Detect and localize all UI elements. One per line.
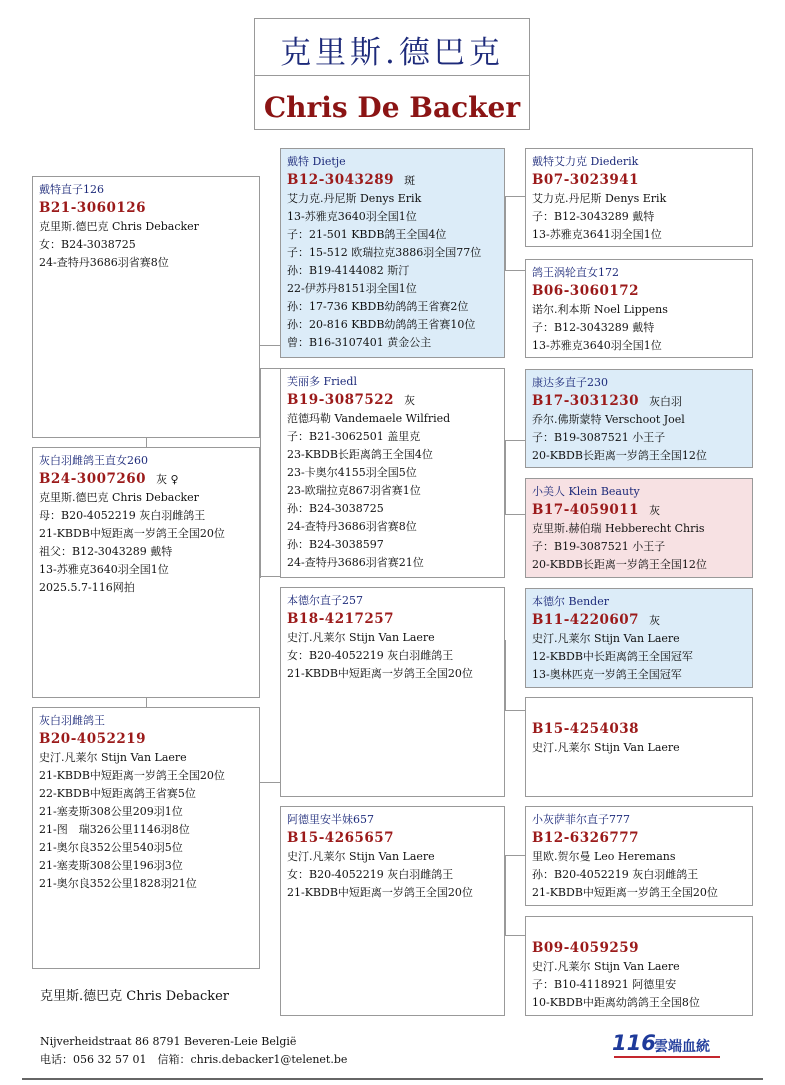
pedigree-line: 22-伊苏丹8151羽全国1位 [287, 282, 417, 295]
pedigree-line: 诺尔.利本斯 Noel Lippens [532, 303, 668, 316]
pigeon-name: 灰白羽雌鸽王直女260 [39, 454, 148, 467]
pedigree-line: 克里斯.赫伯瑞 Hebberecht Chris [532, 522, 705, 535]
connector-line [260, 345, 280, 346]
pedigree-line: 克里斯.德巴克 Chris Debacker [39, 491, 199, 504]
pigeon-name: 戴特艾力克 Diederik [532, 155, 639, 168]
pigeon-name: 戴特 Dietje [287, 155, 346, 168]
pedigree-line: 21-图 瑞326公里1146羽8位 [39, 823, 190, 836]
pedigree-line: 史汀.凡莱尔 Stijn Van Laere [39, 751, 187, 764]
pigeon-name: 鸽王涡轮直女172 [532, 266, 619, 279]
pedigree-line: 23-欧瑞拉克867羽省赛1位 [287, 484, 421, 497]
pedigree-line: 史汀.凡莱尔 Stijn Van Laere [532, 632, 680, 645]
pedigree-line: 21-奥尔良352公里540羽5位 [39, 841, 183, 854]
pedigree-line: 子：B19-3087521 小王子 [532, 431, 666, 444]
connector-line [260, 782, 280, 783]
connector-line [146, 698, 147, 707]
pedigree-line: 女：B20-4052219 灰白羽雌鸽王 [287, 868, 454, 881]
pedigree-line: 孙：B24-3038597 [287, 538, 384, 551]
connector-line [260, 368, 261, 578]
pedigree-line: 曾：B16-3107401 黄金公主 [287, 336, 432, 349]
pedigree-line: 21-KBDB中短距离一岁鸽王全国20位 [532, 886, 718, 899]
pigeon-card-dam [32, 707, 260, 969]
footer-owner-name: 克里斯.德巴克 Chris Debacker [40, 989, 230, 1004]
pedigree-line: 23-卡奥尔4155羽全国5位 [287, 466, 417, 479]
pedigree-line: 13-苏雅克3641羽全国1位 [532, 228, 662, 241]
pedigree-line: 12-KBDB中长距离鸽王全国冠军 [532, 650, 693, 663]
pedigree-line: 13-苏雅克3640羽全国1位 [287, 210, 417, 223]
ring-number: B09-4059259 [532, 940, 640, 956]
pigeon-color: 灰 [649, 614, 661, 627]
pedigree-line: 21-KBDB中短距离一岁鸽王全国20位 [287, 886, 473, 899]
pedigree-line: 21-KBDB中短距离一岁鸽王全国20位 [39, 769, 225, 782]
ring-number: B12-3043289 斑 [287, 172, 416, 188]
pigeon-name: 小灰萨菲尔直子777 [532, 813, 630, 826]
ring-number: B15-4254038 [532, 721, 640, 737]
pedigree-line: 里欧.贺尔曼 Leo Heremans [532, 850, 676, 863]
pedigree-line: 20-KBDB长距离一岁鸽王全国12位 [532, 558, 707, 571]
pedigree-line: 艾力克.丹尼斯 Denys Erik [532, 192, 667, 205]
pedigree-line: 13-苏雅克3640羽全国1位 [39, 563, 169, 576]
header-title-box [254, 18, 530, 130]
brand-logo [612, 1031, 722, 1059]
connector-line [146, 438, 147, 447]
pedigree-line: 祖父：B12-3043289 戴特 [39, 545, 173, 558]
pigeon-card-grandsire-2 [280, 587, 505, 797]
pedigree-line: 史汀.凡莱尔 Stijn Van Laere [287, 850, 435, 863]
footer-address: Nijverheidstraat 86 8791 Beveren-Leie België [40, 1035, 297, 1048]
pigeon-color: 斑 [404, 174, 416, 187]
pigeon-name: 小美人 Klein Beauty [532, 485, 640, 498]
pedigree-line: 子：B19-3087521 小王子 [532, 540, 666, 553]
pigeon-card-ggparent-4 [525, 478, 753, 578]
pedigree-line: 子：B21-3062501 盖里克 [287, 430, 421, 443]
pigeon-card-ggparent-1 [525, 148, 753, 247]
pigeon-card-granddam-2 [280, 806, 505, 1016]
pedigree-line: 母：B20-4052219 灰白羽雌鸽王 [39, 509, 206, 522]
ring-number: B19-3087522 灰 [287, 392, 416, 408]
pigeon-card-subject [32, 447, 260, 698]
pedigree-line: 24-查特丹3686羽省赛21位 [287, 556, 424, 569]
logo-number: 116 [612, 1031, 656, 1055]
pedigree-line: 女：B20-4052219 灰白羽雌鸽王 [287, 649, 454, 662]
pedigree-line: 子：15-512 欧瑞拉克3886羽全国77位 [287, 246, 482, 259]
pedigree-line: 13-苏雅克3640羽全国1位 [532, 339, 662, 352]
connector-line [505, 514, 525, 515]
footer-phone-email: 电话：056 32 57 01 信箱：chris.debacker1@telenet.be [40, 1053, 348, 1066]
pedigree-line: 子：B10-4118921 阿德里安 [532, 978, 677, 991]
owner-title-chinese: 克里斯.德巴克 [280, 35, 504, 71]
pedigree-line: 20-KBDB长距离一岁鸽王全国12位 [532, 449, 707, 462]
pedigree-line: 21-塞麦斯308公里196羽3位 [39, 859, 183, 872]
pigeon-name: 戴特直子126 [39, 183, 104, 196]
pigeon-card-ggparent-3 [525, 369, 753, 468]
pedigree-line: 子：21-501 KBDB鸽王全国4位 [287, 228, 447, 241]
pedigree-line: 孙：B19-4144082 斯汀 [287, 264, 410, 277]
owner-title-english: Chris De Backer [263, 91, 521, 124]
ring-number: B20-4052219 [39, 731, 147, 747]
pigeon-name: 阿德里安半妹657 [287, 813, 374, 826]
pedigree-line: 史汀.凡莱尔 Stijn Van Laere [287, 631, 435, 644]
ring-number: B07-3023941 [532, 172, 640, 188]
pigeon-color: 灰白羽 [649, 395, 683, 408]
ring-number: B12-6326777 [532, 830, 640, 846]
pedigree-line: 艾力克.丹尼斯 Denys Erik [287, 192, 422, 205]
connector-line [505, 270, 525, 271]
pigeon-card-ggparent-2 [525, 259, 753, 358]
pedigree-line: 2025.5.7-116网拍 [39, 581, 135, 594]
pigeon-card-ggparent-8 [525, 916, 753, 1016]
pedigree-line: 子：B12-3043289 戴特 [532, 210, 655, 223]
logo-text: 雲端血統 [654, 1039, 710, 1055]
pedigree-line: 21-KBDB中短距离一岁鸽王全国20位 [39, 527, 225, 540]
pedigree-line: 女：B24-3038725 [39, 238, 136, 251]
pedigree-line: 孙：B24-3038725 [287, 502, 384, 515]
ring-number: B18-4217257 [287, 611, 395, 627]
pedigree-line: 23-KBDB长距离鸽王全国4位 [287, 448, 433, 461]
connector-line [505, 440, 506, 514]
title-divider [255, 75, 529, 76]
pedigree-line: 24-查特丹3686羽省赛8位 [287, 520, 417, 533]
ring-number: B17-4059011 灰 [532, 502, 661, 518]
bottom-divider [22, 1078, 763, 1080]
connector-line [505, 855, 506, 935]
ring-number: B06-3060172 [532, 283, 640, 299]
pedigree-line: 10-KBDB中距离幼鸽鸽王全国8位 [532, 996, 700, 1009]
pigeon-name: 本德尔 Bender [532, 595, 609, 608]
connector-line [260, 368, 280, 369]
pigeon-color-sex: 灰 ♀ [156, 473, 179, 486]
pedigree-line: 克里斯.德巴克 Chris Debacker [39, 220, 199, 233]
ring-number: B15-4265657 [287, 830, 395, 846]
pedigree-line: 史汀.凡莱尔 Stijn Van Laere [532, 960, 680, 973]
connector-line [505, 710, 525, 711]
ring-number: B11-4220607 灰 [532, 612, 661, 628]
ring-number: B21-3060126 [39, 200, 147, 216]
pigeon-card-ggparent-6 [525, 697, 753, 797]
pigeon-card-ggparent-5 [525, 588, 753, 688]
pedigree-line: 史汀.凡莱尔 Stijn Van Laere [532, 741, 680, 754]
pedigree-line: 21-奥尔良352公里1828羽21位 [39, 877, 197, 890]
connector-line [505, 440, 525, 441]
pedigree-line: 孙：17-736 KBDB幼鸽鸽王省赛2位 [287, 300, 469, 313]
pigeon-color: 灰 [404, 394, 416, 407]
pedigree-line: 范德玛勒 Vandemaele Wilfried [287, 412, 451, 425]
connector-line [505, 935, 525, 936]
pedigree-line: 22-KBDB中短距离鸽王省赛5位 [39, 787, 196, 800]
pigeon-color: 灰 [649, 504, 661, 517]
pigeon-card-ggparent-7 [525, 806, 753, 906]
pedigree-line: 孙：B20-4052219 灰白羽雌鸽王 [532, 868, 699, 881]
pedigree-line: 24-查特丹3686羽省赛8位 [39, 256, 169, 269]
logo-underline [614, 1056, 720, 1058]
pigeon-card-sire [32, 176, 260, 438]
ring-number: B24-3007260 灰 ♀ [39, 471, 179, 487]
pedigree-line: 13-奥林匹克一岁鸽王全国冠军 [532, 668, 682, 681]
pigeon-name: 本德尔直子257 [287, 594, 363, 607]
pedigree-line: 21-塞麦斯308公里209羽1位 [39, 805, 183, 818]
pigeon-card-grandsire-1 [280, 148, 505, 358]
pigeon-name: 康达多直子230 [532, 376, 608, 389]
ring-number: B17-3031230 灰白羽 [532, 393, 683, 409]
pigeon-card-granddam-1 [280, 368, 505, 578]
connector-line [505, 855, 525, 856]
footer-contact-block [40, 1033, 347, 1069]
connector-line [505, 196, 525, 197]
pigeon-name: 芙丽多 Friedl [287, 375, 357, 388]
pedigree-line: 21-KBDB中短距离一岁鸽王全国20位 [287, 667, 473, 680]
connector-line [505, 640, 506, 710]
connector-line [260, 576, 280, 577]
pedigree-line: 乔尔.佛斯蒙特 Verschoot Joel [532, 413, 685, 426]
pedigree-line: 子：B12-3043289 戴特 [532, 321, 655, 334]
connector-line [505, 196, 506, 270]
pigeon-name: 灰白羽雌鸽王 [39, 714, 105, 727]
pedigree-line: 孙：20-816 KBDB幼鸽鸽王省赛10位 [287, 318, 476, 331]
